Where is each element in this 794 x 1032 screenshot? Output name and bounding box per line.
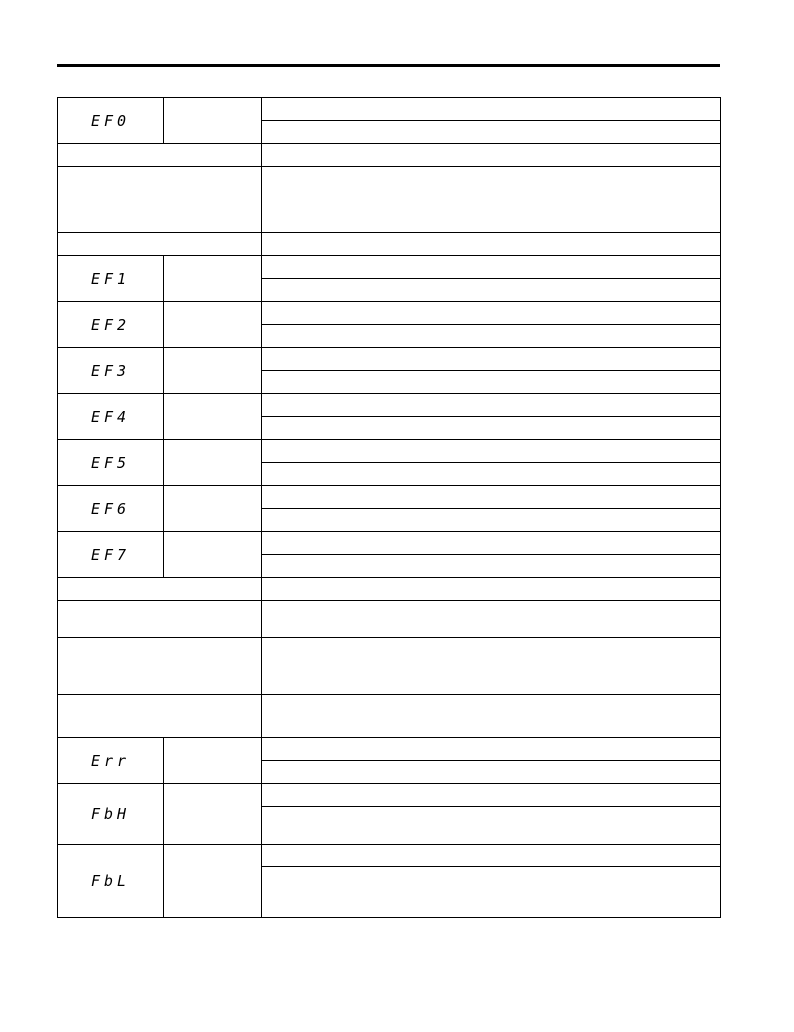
- description-line: [262, 302, 721, 325]
- table-row: [58, 144, 721, 167]
- fault-code-display: FbL: [90, 872, 131, 890]
- row-label-cell: [58, 695, 262, 738]
- table-row: [58, 784, 721, 807]
- description-line: [262, 394, 721, 417]
- description-line: [262, 486, 721, 509]
- table-row: [58, 302, 721, 325]
- table-row: [58, 638, 721, 695]
- fault-name-cell: [164, 845, 262, 918]
- description-line: [262, 638, 721, 695]
- table-row: [58, 486, 721, 509]
- table-row: [58, 348, 721, 371]
- fault-code-cell: [58, 98, 164, 144]
- row-label-cell: [58, 601, 262, 638]
- fault-code-display: EF3: [90, 361, 131, 380]
- description-line: [262, 371, 721, 394]
- row-label-cell: [58, 144, 262, 167]
- description-line: [262, 695, 721, 738]
- fault-code-cell: [58, 256, 164, 302]
- description-line: [262, 532, 721, 555]
- fault-code-display: EF2: [90, 315, 131, 334]
- fault-name-cell: [164, 98, 262, 144]
- fault-name-cell: [164, 348, 262, 394]
- description-line: [262, 417, 721, 440]
- fault-name-cell: [164, 784, 262, 845]
- description-line: [262, 761, 721, 784]
- description-line: [262, 144, 721, 167]
- description-line: [262, 440, 721, 463]
- fault-code-cell: [58, 532, 164, 578]
- fault-code-display: EF5: [90, 453, 131, 472]
- description-line: [262, 325, 721, 348]
- fault-code-display: Err: [90, 751, 131, 770]
- table-row: [58, 167, 721, 233]
- description-line: [262, 279, 721, 302]
- fault-name-cell: [164, 532, 262, 578]
- table-row: [58, 394, 721, 417]
- description-line: [262, 845, 721, 867]
- description-line: [262, 867, 721, 918]
- table-row: [58, 738, 721, 761]
- description-line: [262, 348, 721, 371]
- fault-code-display: EF1: [90, 269, 131, 288]
- description-line: [262, 98, 721, 121]
- table-row: [58, 601, 721, 638]
- row-label-cell: [58, 638, 262, 695]
- fault-name-cell: [164, 256, 262, 302]
- table-row: [58, 98, 721, 121]
- description-line: [262, 784, 721, 807]
- fault-code-cell: [58, 302, 164, 348]
- row-label-cell: [58, 578, 262, 601]
- fault-name-cell: [164, 486, 262, 532]
- fault-code-display: EF0: [90, 111, 131, 130]
- description-line: [262, 555, 721, 578]
- description-line: [262, 738, 721, 761]
- table-row: [58, 440, 721, 463]
- fault-name-cell: [164, 302, 262, 348]
- description-line: [262, 256, 721, 279]
- fault-code-display: FbH: [90, 805, 131, 823]
- table-row: [58, 845, 721, 867]
- fault-code-cell: [58, 738, 164, 784]
- table-row: [58, 532, 721, 555]
- description-line: [262, 807, 721, 845]
- fault-table: [57, 97, 721, 918]
- fault-name-cell: [164, 440, 262, 486]
- fault-code-cell: [58, 486, 164, 532]
- description-line: [262, 578, 721, 601]
- table-row: [58, 578, 721, 601]
- fault-name-cell: [164, 394, 262, 440]
- fault-code-display: EF4: [90, 407, 131, 426]
- fault-code-display: EF6: [90, 499, 131, 518]
- description-line: [262, 509, 721, 532]
- table-row: [58, 233, 721, 256]
- fault-name-cell: [164, 738, 262, 784]
- description-line: [262, 167, 721, 233]
- fault-code-cell: [58, 845, 164, 918]
- fault-code-cell: [58, 394, 164, 440]
- description-line: [262, 463, 721, 486]
- header-rule: [57, 64, 720, 67]
- description-line: [262, 601, 721, 638]
- description-line: [262, 121, 721, 144]
- fault-code-cell: [58, 440, 164, 486]
- row-label-cell: [58, 233, 262, 256]
- table-row: [58, 256, 721, 279]
- fault-code-cell: [58, 784, 164, 845]
- table-row: [58, 695, 721, 738]
- description-line: [262, 233, 721, 256]
- row-label-cell: [58, 167, 262, 233]
- fault-code-cell: [58, 348, 164, 394]
- fault-code-display: EF7: [90, 545, 131, 564]
